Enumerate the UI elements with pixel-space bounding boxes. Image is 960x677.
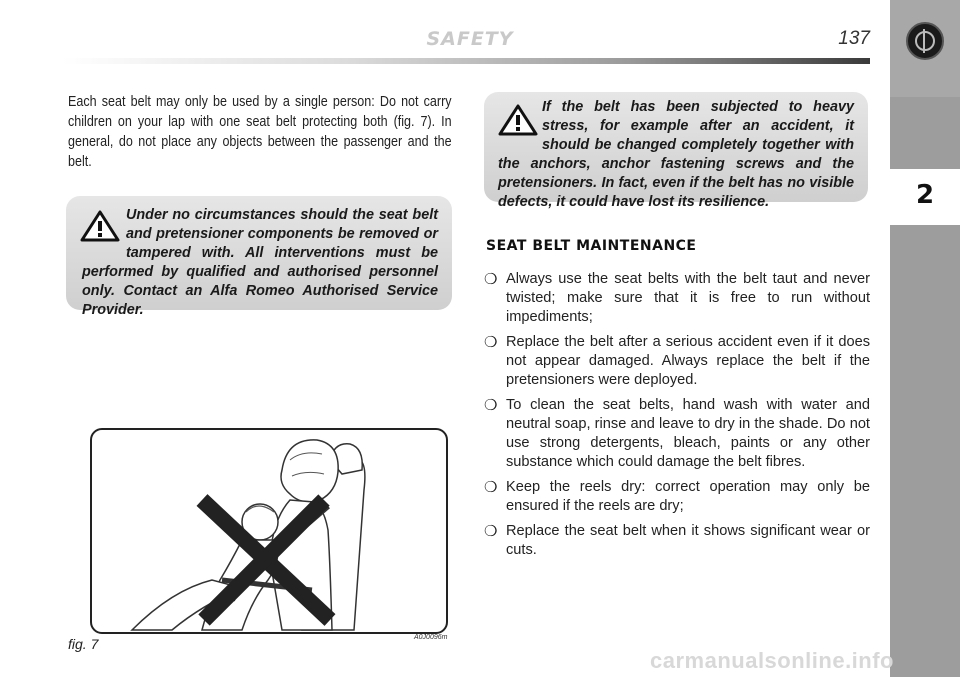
alfa-romeo-badge-icon <box>906 22 944 60</box>
list-item <box>484 522 870 560</box>
intro-paragraph: Each seat belt may only be used by a single person: Do not carry children on your lap with one seat belt protecting both (fig. 7). In general, do not place any objects between the passenger and the belt. <box>68 94 452 170</box>
bullet-circle-icon: ❍ <box>484 271 498 288</box>
list-item <box>484 396 870 472</box>
chapter-number[interactable]: 2 <box>915 180 935 210</box>
figure-code: A0J0096m <box>414 634 448 641</box>
maintenance-list <box>484 270 870 566</box>
bullet-circle-icon: ❍ <box>484 523 498 540</box>
list-item-text: Replace the seat belt when it shows significant wear or cuts. <box>506 523 870 558</box>
watermark: carmanualsonline.info <box>650 648 894 673</box>
maintenance-title: SEAT BELT MAINTENANCE <box>486 238 697 254</box>
list-item-text: Always use the seat belts with the belt taut and never twisted; make sure that it is free to run without impediments; <box>506 271 870 325</box>
bullet-circle-icon: ❍ <box>484 397 498 414</box>
warning-text-right <box>484 98 854 212</box>
child-on-lap-illustration <box>92 430 446 632</box>
bullet-circle-icon: ❍ <box>484 334 498 351</box>
section-title: SAFETY <box>426 28 514 50</box>
chapter-sidebar <box>890 0 960 677</box>
warning-text-right-content: If the belt has been subjected to heavy stress, for example after an accident, it should be changed completely together with the anchors, anchor fastening screws and the pretensioners. In fact, even if the belt has no visible defects, it could have lost its resilience. <box>498 99 854 210</box>
list-item <box>484 270 870 327</box>
warning-box-right <box>484 92 868 210</box>
list-item <box>484 333 870 390</box>
list-item-text: To clean the seat belts, hand wash with water and neutral soap, rinse and leave to dry in the shade. Do not use strong detergents, bleach, paints or any other substance which could damage the belt fibres. <box>506 397 870 470</box>
figure-caption: fig. 7 <box>68 636 99 652</box>
list-item <box>484 478 870 516</box>
warning-box-left <box>66 196 452 318</box>
list-item-text: Replace the belt after a serious accident even if it does not appear damaged. Always replace the belt if the pretensioners were deployed. <box>506 334 870 388</box>
list-item-text: Keep the reels dry: correct operation may only be ensured if the reels are dry; <box>506 479 870 514</box>
bullet-circle-icon: ❍ <box>484 479 498 496</box>
header-rule <box>62 58 870 64</box>
figure-illustration <box>90 428 448 634</box>
warning-text-left <box>66 206 438 320</box>
warning-text-left-content: Under no circumstances should the seat belt and pretensioner components be removed or tampered with. All interventions must be performed by qualified and authorised personnel only. Contact an Alfa Romeo Authorised Service Provider. <box>82 207 438 318</box>
page-number: 137 <box>838 28 870 49</box>
